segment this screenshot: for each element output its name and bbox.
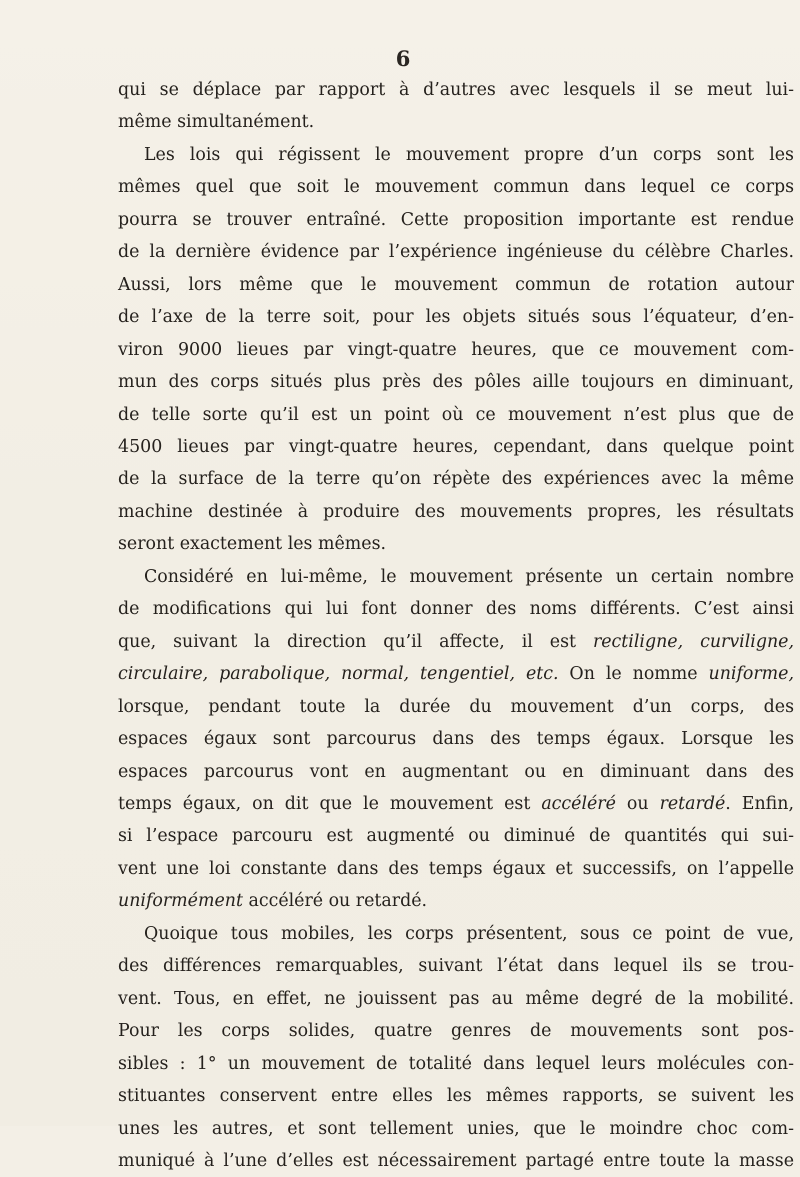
text-run: de la dernière évidence par l’expérience ingénieuse du célèbre Charles.: [118, 242, 794, 263]
text-run: accéléré ou retardé.: [242, 891, 428, 912]
text-line: [118, 269, 794, 301]
text-run: mun des corps situés plus près des pôles aille toujours en diminuant,: [118, 372, 794, 393]
text-line: [118, 1015, 794, 1047]
text-run: de telle sorte qu’il est un point où ce mouvement n’est plus que de: [118, 404, 794, 425]
text-line: [118, 1113, 794, 1145]
text-line: [118, 950, 794, 982]
page-number: 6: [395, 46, 411, 71]
text-run: même simultanément.: [118, 112, 315, 133]
text-run: . Enfin,: [725, 793, 794, 814]
text-run: de modifications qui lui font donner des noms différents. C’est ainsi: [118, 599, 794, 620]
text-line: [118, 723, 794, 755]
text-line: [118, 431, 794, 463]
italic-text: uniformément: [118, 891, 243, 912]
text-line: [118, 301, 794, 333]
text-line: [118, 106, 794, 138]
text-run: lorsque, pendant toute la durée du mouvement d’un corps, des: [118, 696, 794, 717]
text-line: [118, 853, 794, 885]
body-text: [118, 74, 794, 1177]
text-line: [118, 399, 794, 431]
text-run: 4500 lieues par vingt-quatre heures, cependant, dans quelque point: [118, 436, 794, 457]
text-run: de la surface de la terre qu’on répète des expériences avec la même: [118, 469, 794, 490]
text-run: si l’espace parcouru est augmenté ou diminué de quantités qui sui-: [118, 826, 794, 847]
text-run: unes les autres, et sont tellement unies, que le moindre choc com-: [118, 1118, 794, 1139]
text-line: [118, 1048, 794, 1080]
text-run: qui se déplace par rapport à d’autres avec lesquels il se meut lui-: [118, 80, 794, 100]
text-line: [118, 593, 794, 625]
text-line: [118, 204, 794, 236]
text-run: espaces égaux sont parcourus dans des temps égaux. Lorsque les: [118, 729, 794, 750]
text-run: ou: [615, 793, 660, 814]
text-run: Quoique tous mobiles, les corps présentent, sous ce point de vue,: [144, 923, 794, 944]
text-run: machine destinée à produire des mouvements propres, les résultats: [118, 501, 794, 522]
italic-text: circulaire, parabolique, normal, tengentiel, etc.: [118, 664, 559, 685]
text-line: [118, 1145, 794, 1177]
italic-text: accéléré: [541, 793, 616, 814]
text-line: [118, 983, 794, 1015]
text-line: [118, 334, 794, 366]
text-run: viron 9000 lieues par vingt-quatre heures, que ce mouvement com-: [118, 339, 794, 360]
text-run: Les lois qui régissent le mouvement propre d’un corps sont les: [144, 144, 794, 165]
text-line: [118, 658, 794, 690]
text-line: [118, 820, 794, 852]
text-run: vent une loi constante dans des temps égaux et successifs, on l’appelle: [118, 858, 794, 879]
text-run: que, suivant la direction qu’il affecte, il est: [118, 631, 593, 652]
text-line: [118, 788, 794, 820]
text-line: [118, 918, 794, 950]
text-line: [118, 236, 794, 268]
text-line: [118, 691, 794, 723]
text-run: seront exactement les mêmes.: [118, 534, 387, 555]
italic-text: rectiligne, curviligne,: [592, 631, 794, 652]
text-line: [118, 74, 794, 106]
text-line: [118, 366, 794, 398]
text-run: muniqué à l’une d’elles est nécessairement partagé entre toute la masse: [118, 1150, 794, 1171]
text-run: espaces parcourus vont en augmentant ou en diminuant dans des: [118, 761, 794, 782]
text-run: de l’axe de la terre soit, pour les objets situés sous l’équateur, d’en-: [118, 307, 794, 328]
text-line: [118, 463, 794, 495]
text-run: sibles : 1° un mouvement de totalité dans lequel leurs molécules con-: [118, 1053, 794, 1074]
text-run: On le nomme: [558, 664, 709, 685]
text-run: Aussi, lors même que le mouvement commun de rotation autour: [118, 274, 794, 295]
text-line: [118, 139, 794, 171]
text-run: des différences remarquables, suivant l’état dans lequel ils se trou-: [118, 956, 794, 977]
text-run: stituantes conservent entre elles les mêmes rapports, se suivent les: [118, 1086, 794, 1107]
text-run: mêmes quel que soit le mouvement commun dans lequel ce corps: [118, 177, 794, 198]
text-run: Pour les corps solides, quatre genres de mouvements sont pos-: [118, 1021, 794, 1042]
italic-text: uniforme,: [708, 664, 794, 685]
text-line: [118, 756, 794, 788]
text-run: temps égaux, on dit que le mouvement est: [118, 793, 542, 814]
text-line: [118, 885, 794, 917]
text-run: pourra se trouver entraîné. Cette proposition importante est rendue: [118, 209, 794, 230]
text-line: [118, 171, 794, 203]
text-run: vent. Tous, en effet, ne jouissent pas au même degré de la mobilité.: [118, 988, 794, 1009]
text-line: [118, 496, 794, 528]
text-line: [118, 528, 794, 560]
text-line: [118, 561, 794, 593]
text-line: [118, 1080, 794, 1112]
text-line: [118, 626, 794, 658]
italic-text: retardé: [659, 793, 726, 814]
text-run: Considéré en lui-même, le mouvement présente un certain nombre: [144, 566, 794, 587]
